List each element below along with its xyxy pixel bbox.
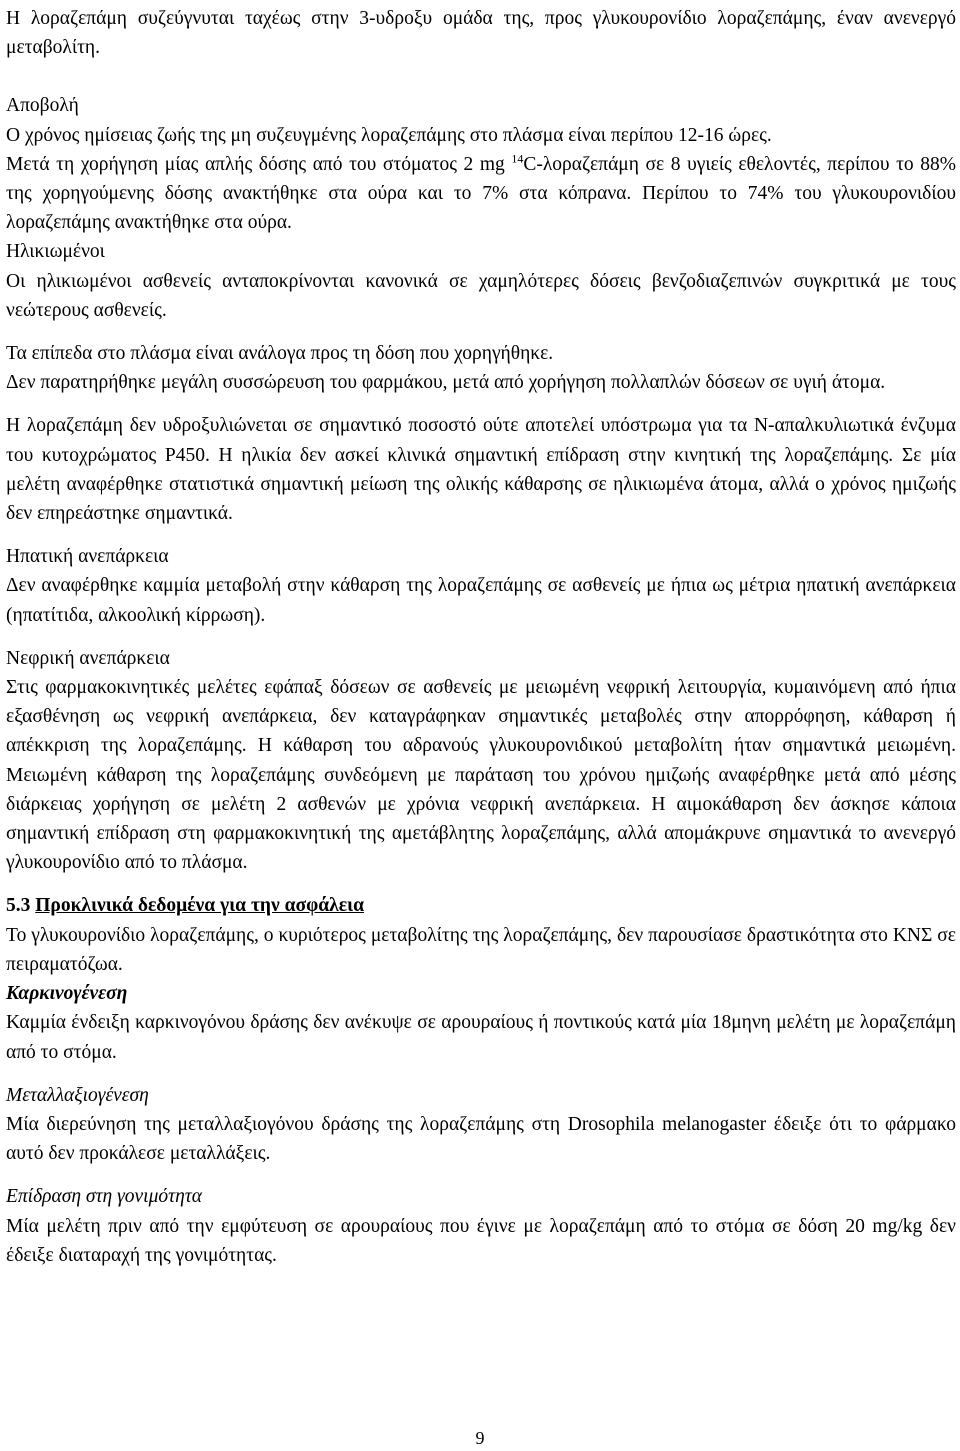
mutagenesis-heading: Μεταλλαξιογένεση xyxy=(6,1084,149,1106)
carcinogenesis-heading: Καρκινογένεση xyxy=(6,983,128,1005)
hepatic-heading: Ηπατική ανεπάρκεια xyxy=(6,546,169,568)
spacer xyxy=(6,877,956,891)
elimination-recovery-pre: Μετά τη χορήγηση μίας απλής δόσης από του στόματος 2 mg xyxy=(6,153,512,175)
document-page xyxy=(6,4,956,1270)
spacer xyxy=(6,630,956,644)
hepatic-paragraph: Δεν αναφέρθηκε καμμία μεταβολή στην κάθαρση της λοραζεπάμης σε ασθενείς με ήπια ως μέτρια ηπατική ανεπάρκεια (ηπατίτιδα, αλκοολική κίρρωση). xyxy=(6,575,956,626)
metabolism-paragraph: Η λοραζεπάμη δεν υδροξυλιώνεται σε σημαντικό ποσοστό ούτε αποτελεί υπόστρωμα για τα Ν-απαλκυλιωτικά ένζυμα του κυτοχρώματος P450. Η ηλικία δεν ασκεί κλινικά σημαντική επίδραση στην κινητική της λοραζεπάμης. Σε μία μελέτη αναφέρθηκε στατιστικά σημαντική μείωση της ολικής κάθαρσης σε ηλικιωμένα άτομα, αλλά ο χρόνος ημιζωής δεν επηρεάστηκε σημαντικά. xyxy=(6,415,956,525)
elimination-recovery-post: C-λοραζεπάμη σε 8 υγιείς εθελοντές, περίπου το 88% της χορηγούμενης δόσης ανακτήθηκε στα ούρα και το 7% στα κόπρανα. Περίπου το 74% του γλυκουρονιδίου λοραζεπάμης ανακτήθηκε στα ούρα. xyxy=(6,153,956,234)
spacer xyxy=(6,528,956,542)
elimination-recovery-paragraph xyxy=(6,150,956,238)
elimination-halflife-line: Ο χρόνος ημίσειας ζωής της μη συζευγμένης λοραζεπάμης στο πλάσμα είναι περίπου 12-16 ώρες. xyxy=(6,124,772,146)
intro-paragraph: Η λοραζεπάμη συζεύγνυται ταχέως στην 3-υδροξυ ομάδα της, προς γλυκουρονίδιο λοραζεπάμης, έναν ανενεργό μεταβολίτη. xyxy=(6,8,956,59)
isotope-superscript: 14 xyxy=(511,151,524,166)
elderly-heading: Ηλικιωμένοι xyxy=(6,241,105,263)
fertility-heading: Επίδραση στη γονιμότητα xyxy=(6,1186,202,1208)
section-title: Προκλινικά δεδομένα για την ασφάλεια xyxy=(35,895,364,917)
section-5-3-paragraph: Το γλυκουρονίδιο λοραζεπάμης, ο κυριότερος μεταβολίτης της λοραζεπάμης, δεν παρουσίασε δραστικότητα στο ΚΝΣ σε πειραματόζωα. xyxy=(6,924,956,975)
spacer xyxy=(6,325,956,339)
renal-heading: Νεφρική ανεπάρκεια xyxy=(6,647,170,669)
elimination-heading: Αποβολή xyxy=(6,95,79,117)
page-number: 9 xyxy=(475,1428,485,1448)
renal-paragraph: Στις φαρμακοκινητικές μελέτες εφάπαξ δόσεων σε ασθενείς με μειωμένη νεφρική λειτουργία, κυμαινόμενη από ήπια εξασθένηση ως νεφρική ανεπάρκεια, δεν καταγράφηκαν σημαντικές μεταβολές στην απορρόφηση, κάθαρση ή απέκκριση της λοραζεπάμης. Η κάθαρση του αδρανούς γλυκουρονιδικού μεταβολίτη ήταν σημαντικά μειωμένη. Μειωμένη κάθαρση της λοραζεπάμης συνδεόμενη με παράταση του χρόνου ημιζωής αναφέρθηκε μετά από μέσης διάρκειας χορήγηση σε μελέτη 2 ασθενών με χρόνια νεφρική ανεπάρκεια. Η αιμοκάθαρση δεν άσκησε κάποια σημαντική επίδραση στη φαρμακοκινητική της αμετάβλητης λοραζεπάμης, αλλά απομάκρυνε σημαντικά το ανενεργό γλυκουρονίδιο από το πλάσμα. xyxy=(6,677,956,874)
section-5-3-heading xyxy=(6,891,956,920)
mutagenesis-paragraph: Μία διερεύνηση της μεταλλαξιογόνου δράσης της λοραζεπάμης στη Drosophila melanogaster έδειξε ότι το φάρμακο αυτό δεν προκάλεσε μεταλλάξεις. xyxy=(6,1113,956,1165)
carcinogenesis-paragraph: Καμμία ένδειξη καρκινογόνου δράσης δεν ανέκυψε σε αρουραίους ή ποντικούς κατά μία 18μηνη μελέτη με λοραζεπάμη από το στόμα. xyxy=(6,1012,956,1063)
spacer xyxy=(6,1168,956,1182)
plasma-levels-line: Τα επίπεδα στο πλάσμα είναι ανάλογα προς τη δόση που χορηγήθηκε. xyxy=(6,343,554,365)
spacer xyxy=(6,62,956,91)
spacer xyxy=(6,397,956,411)
accumulation-paragraph: Δεν παρατηρήθηκε μεγάλη συσσώρευση του φαρμάκου, μετά από χορήγηση πολλαπλών δόσεων σε υγιή άτομα. xyxy=(6,372,886,394)
fertility-paragraph: Μία μελέτη πριν από την εμφύτευση σε αρουραίους που έγινε με λοραζεπάμη από το στόμα σε δόση 20 mg/kg δεν έδειξε διαταραχή της γονιμότητας. xyxy=(6,1215,956,1266)
spacer xyxy=(6,1067,956,1081)
elderly-paragraph: Οι ηλικιωμένοι ασθενείς ανταποκρίνονται κανονικά σε χαμηλότερες δόσεις βενζοδιαζεπινών συγκριτικά με τους νεώτερους ασθενείς. xyxy=(6,270,956,321)
section-number: 5.3 xyxy=(6,895,31,917)
